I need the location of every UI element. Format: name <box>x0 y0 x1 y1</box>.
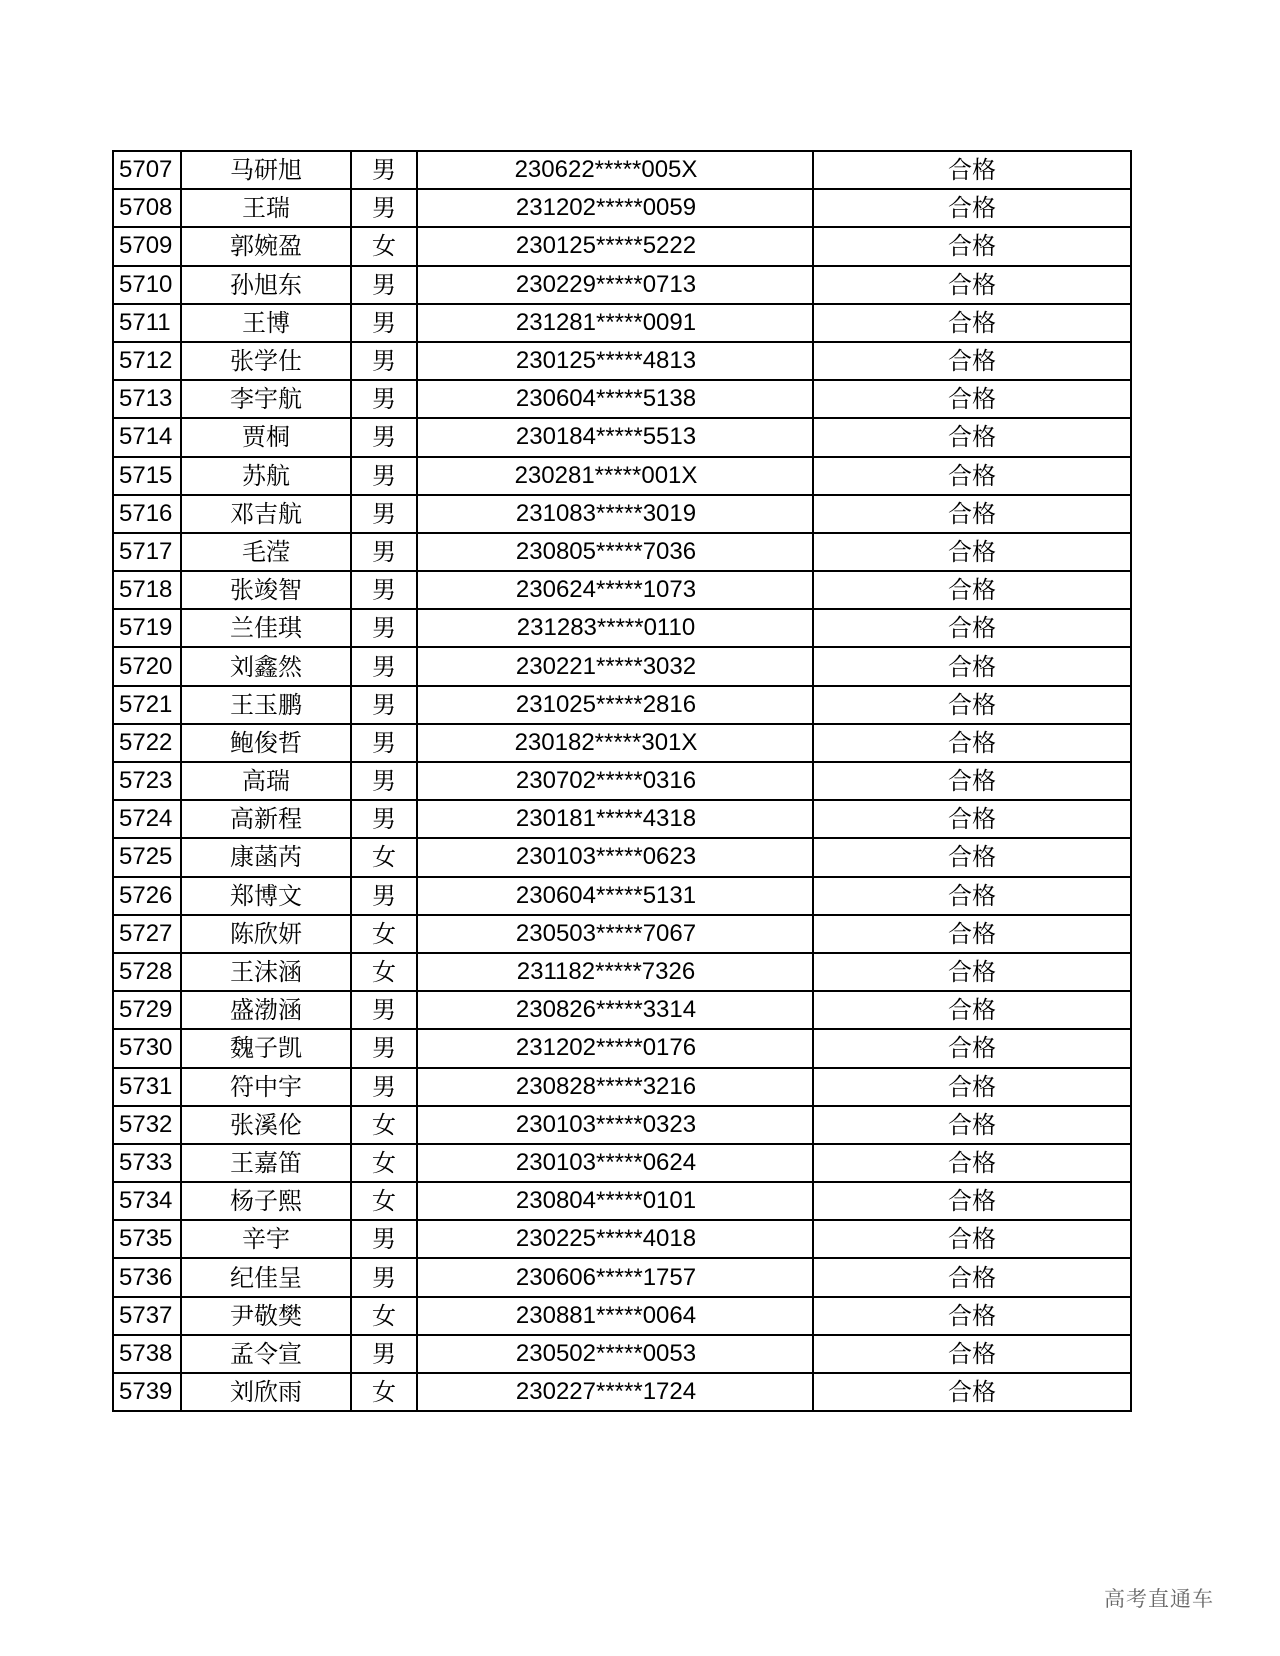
row-number-cell: 5722 <box>113 724 181 762</box>
name-cell: 符中宇 <box>181 1068 351 1106</box>
name-cell: 刘鑫然 <box>181 647 351 685</box>
result-cell: 合格 <box>813 1297 1131 1335</box>
result-cell: 合格 <box>813 495 1131 533</box>
row-number-cell: 5708 <box>113 189 181 227</box>
row-number-cell: 5715 <box>113 457 181 495</box>
table-row <box>113 724 1131 762</box>
name-cell: 盛渤涵 <box>181 991 351 1029</box>
result-cell: 合格 <box>813 342 1131 380</box>
result-cell: 合格 <box>813 838 1131 876</box>
name-cell: 王嘉笛 <box>181 1144 351 1182</box>
table-row <box>113 1068 1131 1106</box>
gender-cell: 男 <box>351 1068 417 1106</box>
id-number-cell: 230804*****0101 <box>417 1182 813 1220</box>
id-number-cell: 230221*****3032 <box>417 647 813 685</box>
name-cell: 郑博文 <box>181 877 351 915</box>
row-number-cell: 5717 <box>113 533 181 571</box>
name-cell: 尹敬樊 <box>181 1297 351 1335</box>
row-number-cell: 5733 <box>113 1144 181 1182</box>
id-number-cell: 230103*****0623 <box>417 838 813 876</box>
id-number-cell: 231025*****2816 <box>417 686 813 724</box>
result-cell: 合格 <box>813 686 1131 724</box>
gender-cell: 女 <box>351 1182 417 1220</box>
id-number-cell: 230103*****0323 <box>417 1106 813 1144</box>
table-row <box>113 686 1131 724</box>
table-row <box>113 342 1131 380</box>
table-row <box>113 1182 1131 1220</box>
gender-cell: 男 <box>351 495 417 533</box>
row-number-cell: 5720 <box>113 647 181 685</box>
row-number-cell: 5728 <box>113 953 181 991</box>
watermark-text: 高考直通车 <box>1104 1587 1214 1611</box>
result-cell: 合格 <box>813 380 1131 418</box>
table-row <box>113 227 1131 265</box>
result-cell: 合格 <box>813 1373 1131 1411</box>
result-cell: 合格 <box>813 189 1131 227</box>
name-cell: 陈欣妍 <box>181 915 351 953</box>
name-cell: 张学仕 <box>181 342 351 380</box>
table-row <box>113 609 1131 647</box>
row-number-cell: 5737 <box>113 1297 181 1335</box>
table-row <box>113 877 1131 915</box>
id-number-cell: 230103*****0624 <box>417 1144 813 1182</box>
name-cell: 孙旭东 <box>181 266 351 304</box>
gender-cell: 女 <box>351 227 417 265</box>
id-number-cell: 230503*****7067 <box>417 915 813 953</box>
roster-table <box>112 150 1132 1412</box>
result-cell: 合格 <box>813 418 1131 456</box>
table-row <box>113 380 1131 418</box>
row-number-cell: 5729 <box>113 991 181 1029</box>
row-number-cell: 5707 <box>113 151 181 189</box>
table-row <box>113 151 1131 189</box>
name-cell: 王玉鹏 <box>181 686 351 724</box>
name-cell: 高新程 <box>181 800 351 838</box>
gender-cell: 男 <box>351 724 417 762</box>
row-number-cell: 5713 <box>113 380 181 418</box>
name-cell: 杨子熙 <box>181 1182 351 1220</box>
gender-cell: 男 <box>351 304 417 342</box>
row-number-cell: 5736 <box>113 1258 181 1296</box>
result-cell: 合格 <box>813 609 1131 647</box>
result-cell: 合格 <box>813 304 1131 342</box>
table-row <box>113 1258 1131 1296</box>
gender-cell: 男 <box>351 647 417 685</box>
result-cell: 合格 <box>813 266 1131 304</box>
row-number-cell: 5712 <box>113 342 181 380</box>
gender-cell: 女 <box>351 1144 417 1182</box>
result-cell: 合格 <box>813 457 1131 495</box>
table-row <box>113 647 1131 685</box>
id-number-cell: 230604*****5131 <box>417 877 813 915</box>
name-cell: 康菡芮 <box>181 838 351 876</box>
roster-table-body <box>113 151 1131 1411</box>
table-row <box>113 838 1131 876</box>
row-number-cell: 5719 <box>113 609 181 647</box>
row-number-cell: 5711 <box>113 304 181 342</box>
gender-cell: 男 <box>351 457 417 495</box>
result-cell: 合格 <box>813 1106 1131 1144</box>
row-number-cell: 5710 <box>113 266 181 304</box>
gender-cell: 男 <box>351 571 417 609</box>
name-cell: 郭婉盈 <box>181 227 351 265</box>
table-row <box>113 800 1131 838</box>
row-number-cell: 5735 <box>113 1220 181 1258</box>
row-number-cell: 5714 <box>113 418 181 456</box>
table-row <box>113 991 1131 1029</box>
result-cell: 合格 <box>813 877 1131 915</box>
id-number-cell: 231202*****0176 <box>417 1029 813 1067</box>
id-number-cell: 231182*****7326 <box>417 953 813 991</box>
row-number-cell: 5726 <box>113 877 181 915</box>
gender-cell: 男 <box>351 151 417 189</box>
result-cell: 合格 <box>813 1182 1131 1220</box>
result-cell: 合格 <box>813 647 1131 685</box>
gender-cell: 女 <box>351 1373 417 1411</box>
gender-cell: 男 <box>351 1335 417 1373</box>
gender-cell: 男 <box>351 266 417 304</box>
result-cell: 合格 <box>813 724 1131 762</box>
name-cell: 王博 <box>181 304 351 342</box>
table-row <box>113 457 1131 495</box>
id-number-cell: 231083*****3019 <box>417 495 813 533</box>
table-row <box>113 266 1131 304</box>
gender-cell: 女 <box>351 1297 417 1335</box>
id-number-cell: 230622*****005X <box>417 151 813 189</box>
table-row <box>113 762 1131 800</box>
table-row <box>113 495 1131 533</box>
result-cell: 合格 <box>813 1029 1131 1067</box>
row-number-cell: 5739 <box>113 1373 181 1411</box>
name-cell: 孟令宣 <box>181 1335 351 1373</box>
gender-cell: 女 <box>351 838 417 876</box>
gender-cell: 男 <box>351 877 417 915</box>
name-cell: 魏子凯 <box>181 1029 351 1067</box>
result-cell: 合格 <box>813 1258 1131 1296</box>
id-number-cell: 230125*****5222 <box>417 227 813 265</box>
result-cell: 合格 <box>813 800 1131 838</box>
name-cell: 王沫涵 <box>181 953 351 991</box>
table-row <box>113 953 1131 991</box>
id-number-cell: 230184*****5513 <box>417 418 813 456</box>
result-cell: 合格 <box>813 1068 1131 1106</box>
id-number-cell: 230225*****4018 <box>417 1220 813 1258</box>
id-number-cell: 230281*****001X <box>417 457 813 495</box>
gender-cell: 女 <box>351 915 417 953</box>
table-row <box>113 1220 1131 1258</box>
name-cell: 李宇航 <box>181 380 351 418</box>
result-cell: 合格 <box>813 1335 1131 1373</box>
row-number-cell: 5738 <box>113 1335 181 1373</box>
result-cell: 合格 <box>813 991 1131 1029</box>
gender-cell: 男 <box>351 342 417 380</box>
id-number-cell: 230702*****0316 <box>417 762 813 800</box>
id-number-cell: 230181*****4318 <box>417 800 813 838</box>
gender-cell: 女 <box>351 953 417 991</box>
result-cell: 合格 <box>813 227 1131 265</box>
table-row <box>113 189 1131 227</box>
name-cell: 王瑞 <box>181 189 351 227</box>
name-cell: 邓吉航 <box>181 495 351 533</box>
gender-cell: 男 <box>351 762 417 800</box>
id-number-cell: 230227*****1724 <box>417 1373 813 1411</box>
id-number-cell: 230604*****5138 <box>417 380 813 418</box>
gender-cell: 男 <box>351 686 417 724</box>
gender-cell: 男 <box>351 533 417 571</box>
name-cell: 刘欣雨 <box>181 1373 351 1411</box>
gender-cell: 男 <box>351 991 417 1029</box>
id-number-cell: 230881*****0064 <box>417 1297 813 1335</box>
id-number-cell: 230606*****1757 <box>417 1258 813 1296</box>
id-number-cell: 230229*****0713 <box>417 266 813 304</box>
gender-cell: 男 <box>351 380 417 418</box>
gender-cell: 男 <box>351 1029 417 1067</box>
id-number-cell: 230826*****3314 <box>417 991 813 1029</box>
result-cell: 合格 <box>813 1220 1131 1258</box>
name-cell: 苏航 <box>181 457 351 495</box>
table-row <box>113 1029 1131 1067</box>
gender-cell: 男 <box>351 1258 417 1296</box>
name-cell: 辛宇 <box>181 1220 351 1258</box>
table-row <box>113 304 1131 342</box>
id-number-cell: 231281*****0091 <box>417 304 813 342</box>
id-number-cell: 230125*****4813 <box>417 342 813 380</box>
id-number-cell: 230182*****301X <box>417 724 813 762</box>
name-cell: 张溪伦 <box>181 1106 351 1144</box>
table-row <box>113 1335 1131 1373</box>
name-cell: 贾桐 <box>181 418 351 456</box>
table-row <box>113 1373 1131 1411</box>
id-number-cell: 231283*****0110 <box>417 609 813 647</box>
table-row <box>113 533 1131 571</box>
gender-cell: 男 <box>351 800 417 838</box>
result-cell: 合格 <box>813 915 1131 953</box>
id-number-cell: 230502*****0053 <box>417 1335 813 1373</box>
row-number-cell: 5725 <box>113 838 181 876</box>
row-number-cell: 5731 <box>113 1068 181 1106</box>
row-number-cell: 5721 <box>113 686 181 724</box>
name-cell: 张竣智 <box>181 571 351 609</box>
id-number-cell: 230828*****3216 <box>417 1068 813 1106</box>
gender-cell: 男 <box>351 1220 417 1258</box>
id-number-cell: 231202*****0059 <box>417 189 813 227</box>
row-number-cell: 5723 <box>113 762 181 800</box>
table-row <box>113 418 1131 456</box>
result-cell: 合格 <box>813 571 1131 609</box>
gender-cell: 女 <box>351 1106 417 1144</box>
id-number-cell: 230805*****7036 <box>417 533 813 571</box>
row-number-cell: 5732 <box>113 1106 181 1144</box>
table-row <box>113 1297 1131 1335</box>
name-cell: 毛滢 <box>181 533 351 571</box>
name-cell: 马研旭 <box>181 151 351 189</box>
gender-cell: 男 <box>351 609 417 647</box>
table-row <box>113 571 1131 609</box>
table-row <box>113 1144 1131 1182</box>
row-number-cell: 5716 <box>113 495 181 533</box>
result-cell: 合格 <box>813 533 1131 571</box>
row-number-cell: 5724 <box>113 800 181 838</box>
row-number-cell: 5727 <box>113 915 181 953</box>
table-row <box>113 1106 1131 1144</box>
result-cell: 合格 <box>813 1144 1131 1182</box>
result-cell: 合格 <box>813 151 1131 189</box>
table-row <box>113 915 1131 953</box>
result-cell: 合格 <box>813 762 1131 800</box>
name-cell: 纪佳呈 <box>181 1258 351 1296</box>
id-number-cell: 230624*****1073 <box>417 571 813 609</box>
row-number-cell: 5709 <box>113 227 181 265</box>
row-number-cell: 5718 <box>113 571 181 609</box>
row-number-cell: 5730 <box>113 1029 181 1067</box>
result-cell: 合格 <box>813 953 1131 991</box>
name-cell: 鲍俊哲 <box>181 724 351 762</box>
name-cell: 高瑞 <box>181 762 351 800</box>
gender-cell: 男 <box>351 418 417 456</box>
name-cell: 兰佳琪 <box>181 609 351 647</box>
row-number-cell: 5734 <box>113 1182 181 1220</box>
gender-cell: 男 <box>351 189 417 227</box>
